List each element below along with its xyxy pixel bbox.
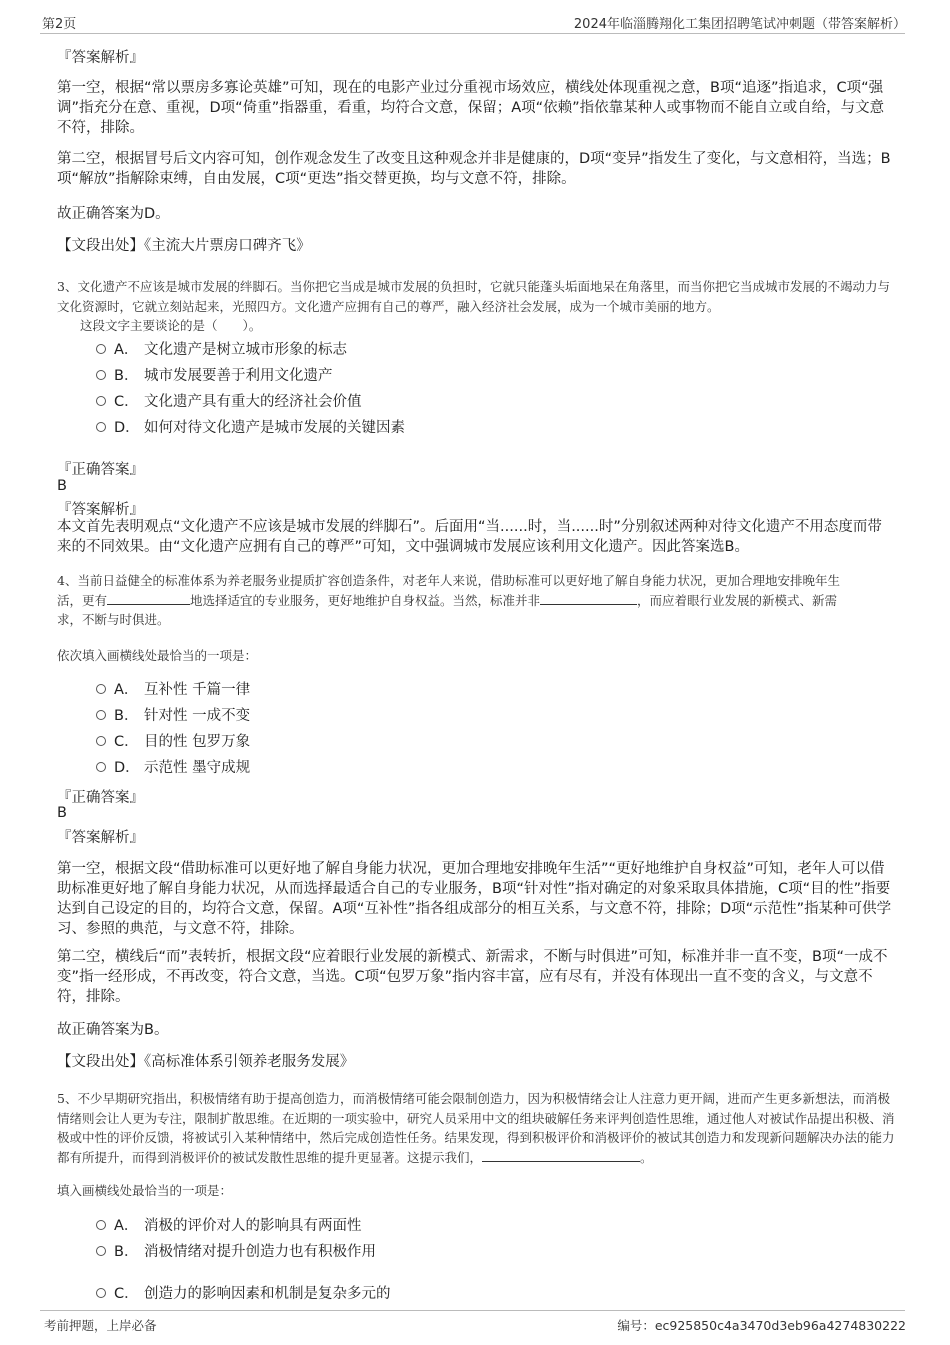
radio-button-icon[interactable] — [96, 736, 106, 746]
q4-conclusion: 故正确答案为B。 — [57, 1022, 169, 1038]
q4-analysis-p2: 第二空，横线后“而”表转折，根据文段“应着眼行业发展的新模式、新需求，不断与时俱进”可知，标准并非一直不变，B项“一成不变”指一经形成，不再改变，符合文意，当选。C项“包罗万象”指内容丰富，应有尽有，并没有体现出一直不变的含义，与文意不符，排除。 — [57, 949, 888, 1005]
q4-answer: B — [57, 805, 67, 821]
option-text: 文化遗产是树立城市形象的标志 — [144, 342, 347, 358]
q4-option-b[interactable] — [96, 706, 250, 726]
q4-option-d[interactable] — [96, 758, 250, 778]
page-number: 第2页 — [42, 17, 77, 32]
option-letter: C． — [114, 394, 139, 410]
option-letter: A． — [114, 682, 139, 698]
q5-question: 填入画横线处最恰当的一项是： — [57, 1183, 233, 1198]
option-text: 针对性 一成不变 — [144, 708, 251, 724]
q3-option-c[interactable] — [96, 392, 362, 412]
radio-button-icon[interactable] — [96, 1246, 106, 1256]
q4-stem-part-b: 地选择适宜的专业服务，更好地维护自身权益。当然，标准并非 — [190, 592, 541, 608]
option-text: 消极情绪对提升创造力也有积极作用 — [144, 1244, 376, 1260]
q4-option-c[interactable] — [96, 732, 250, 752]
q4-blank-1[interactable] — [107, 592, 190, 605]
q4-stem-line1: 4、当前日益健全的标准体系为养老服务业提质扩容创造条件，对老年人来说，借助标准可以更好地了解自身能力状况，更加合理地安排晚年生 — [57, 573, 840, 588]
radio-button-icon[interactable] — [96, 422, 106, 432]
option-letter: A． — [114, 1218, 139, 1234]
radio-button-icon[interactable] — [96, 710, 106, 720]
option-letter: B． — [114, 708, 139, 724]
q4-stem-part-a: 活，更有 — [57, 592, 108, 608]
option-text: 目的性 包罗万象 — [144, 734, 251, 750]
option-letter: B． — [114, 1244, 139, 1260]
option-text: 创造力的影响因素和机制是复杂多元的 — [144, 1286, 391, 1302]
q4-stem-line2 — [57, 591, 900, 611]
option-letter: D． — [114, 420, 140, 436]
radio-button-icon[interactable] — [96, 1220, 106, 1230]
q4-stem — [57, 571, 900, 630]
option-letter: C． — [114, 1286, 139, 1302]
radio-button-icon[interactable] — [96, 762, 106, 772]
radio-button-icon[interactable] — [96, 344, 106, 354]
footer-divider — [40, 1310, 905, 1311]
q4-option-a[interactable] — [96, 680, 250, 700]
q3-option-d[interactable] — [96, 418, 405, 438]
radio-button-icon[interactable] — [96, 370, 106, 380]
q5-option-a[interactable] — [96, 1216, 362, 1236]
radio-button-icon[interactable] — [96, 396, 106, 406]
q3-analysis: 本文首先表明观点“文化遗产不应该是城市发展的绊脚石”。后面用“当......时，当......时”分别叙述两种对待文化遗产不用态度而带来的不同效果。由“文化遗产应拥有自己的尊严”可知，文中强调城市发展应该利用文化遗产。因此答案选B。 — [57, 519, 882, 555]
q3-option-b[interactable] — [96, 366, 333, 386]
option-text: 文化遗产具有重大的经济社会价值 — [144, 394, 362, 410]
option-letter: A． — [114, 342, 139, 358]
q2-source: 【文段出处】《主流大片票房口碑齐飞》 — [57, 238, 311, 254]
q5-stem-end: 。 — [640, 1149, 653, 1165]
radio-button-icon[interactable] — [96, 684, 106, 694]
q4-blank-2[interactable] — [540, 592, 637, 605]
q3-option-a[interactable] — [96, 340, 347, 360]
q3-answer-label: 『正确答案』 — [57, 462, 144, 478]
q3-stem: 3、文化遗产不应该是城市发展的绊脚石。当你把它当成是城市发展的负担时，它就只能蓬头垢面地呆在角落里，而当你把它当成城市发展的不竭动力与文化资源时，它就立刻站起来，光照四方。文化遗产应拥有自己的尊严，融入经济社会发展，成为一个城市美丽的地方。 — [57, 279, 890, 314]
q4-source: 【文段出处】《高标准体系引领养老服务发展》 — [57, 1054, 355, 1070]
option-letter: B． — [114, 368, 139, 384]
q4-analysis-label: 『答案解析』 — [57, 830, 144, 846]
option-letter: C． — [114, 734, 139, 750]
q2-analysis-p2: 第二空，根据冒号后文内容可知，创作观念发生了改变且这种观念并非是健康的，D项“变异”指发生了变化，与文意相符，当选；B项“解放”指解除束缚，自由发展，C项“更迭”指交替更换，均与文意不符，排除。 — [57, 151, 891, 187]
q4-question: 依次填入画横线处最恰当的一项是： — [57, 648, 258, 663]
q2-conclusion: 故正确答案为D。 — [57, 206, 170, 222]
q5-option-b[interactable] — [96, 1242, 376, 1262]
q3-answer: B — [57, 478, 67, 494]
q4-answer-label: 『正确答案』 — [57, 790, 144, 806]
header-divider — [40, 33, 905, 34]
q3-question: 这段文字主要谈论的是（ ）。 — [80, 318, 262, 333]
q4-analysis-p1: 第一空，根据文段“借助标准可以更好地了解自身能力状况，更加合理地安排晚年生活”“更好地维护自身权益”可知，老年人可以借助标准更好地了解自身能力状况，从而选择最适合自己的专业服务，B项“针对性”指对确定的对象采取具体措施，C项“目的性”指要达到自己设定的目的，均符合文意，保留。A项“互补性”指各组成部分的相互关系，与文意不符，排除；D项“示范性”指某种可供学习、参照的典范，与文意不符，排除。 — [57, 861, 892, 937]
document-title: 2024年临淄腾翔化工集团招聘笔试冲刺题（带答案解析） — [573, 17, 906, 32]
option-text: 城市发展要善于利用文化遗产 — [144, 368, 333, 384]
q3-analysis-label: 『答案解析』 — [57, 502, 144, 518]
option-letter: D． — [114, 760, 140, 776]
footer-slogan: 考前押题，上岸必备 — [44, 1318, 157, 1333]
q4-stem-part-c: ，而应着眼行业发展的新模式、新需 — [637, 592, 838, 608]
q5-option-c[interactable] — [96, 1284, 391, 1304]
option-text: 如何对待文化遗产是城市发展的关键因素 — [144, 420, 405, 436]
option-text: 互补性 千篇一律 — [144, 682, 251, 698]
footer-serial-number: 编号：ec925850c4a3470d3eb96a4274830222 — [617, 1318, 906, 1333]
q5-blank[interactable] — [482, 1149, 640, 1162]
radio-button-icon[interactable] — [96, 1288, 106, 1298]
q2-analysis-label: 『答案解析』 — [57, 50, 144, 66]
q5-stem-text: 5、不少早期研究指出，积极情绪有助于提高创造力，而消极情绪可能会限制创造力，因为积极情绪会让人注意力更开阔，进而产生更多新想法，而消极情绪则会让人更为专注，限制扩散思维。在近期的一项实验中，研究人员采用中文的组块破解任务来评判创造性思维，通过他人对被试作品提出积极、消极或中性的评价反馈，将被试引入某种情绪中，然后完成创造性任务。结果发现，得到积极评价和消极评价的被试其创造力和发现新问题解决办法的能力都有所提升，而得到消极评价的被试发散性思维的提升更显著。这提示我们， — [57, 1091, 895, 1165]
q4-stem-line3: 求，不断与时俱进。 — [57, 612, 170, 627]
option-text: 示范性 墨守成规 — [144, 760, 251, 776]
q2-analysis-p1: 第一空，根据“常以票房多寡论英雄”可知，现在的电影产业过分重视市场效应，横线处体现重视之意，B项“追逐”指追求，C项“强调”指充分在意、重视，D项“倚重”指器重，看重，均符合文意，保留；A项“依赖”指依靠某种人或事物而不能自立或自给，与文意不符，排除。 — [57, 80, 885, 136]
q5-stem — [57, 1089, 900, 1167]
option-text: 消极的评价对人的影响具有两面性 — [144, 1218, 362, 1234]
